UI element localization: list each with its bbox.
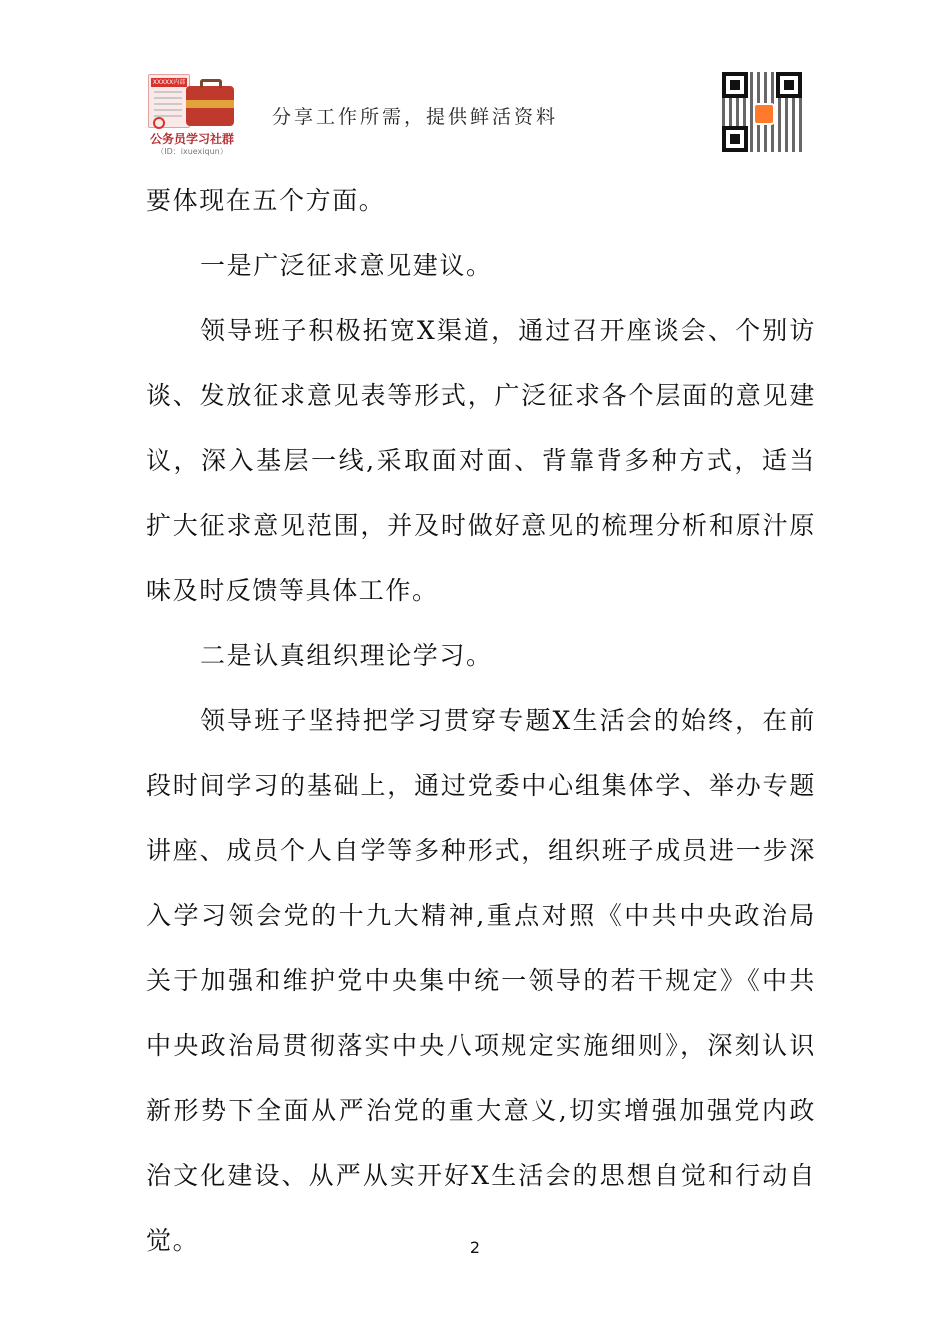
document-lines bbox=[154, 91, 182, 117]
logo-badge: XXXXX内部 bbox=[152, 79, 186, 86]
document-body bbox=[146, 168, 816, 1273]
qr-code-icon bbox=[722, 72, 802, 152]
qr-center-logo-icon bbox=[753, 103, 775, 125]
paragraph-point-two: 领导班子坚持把学习贯穿专题X生活会的始终，在前段时间学习的基础上，通过党委中心组集体学、举办专题讲座、成员个人自学等多种形式，组织班子成员进一步深入学习领会党的十九大精神,重点对照《中共中央政治局关于加强和维护党中央集中统一领导的若干规定》《中共中央政治局贯彻落实中央八项规定实施细则》，深刻认识新形势下全面从严治党的重大意义,切实增强加强党内政治文化建设、从严从实开好X生活会的思想自觉和行动自觉。 bbox=[146, 706, 816, 1255]
briefcase-band bbox=[186, 100, 234, 108]
header-slogan: 分享工作所需，提供鲜活资料 bbox=[272, 106, 559, 128]
qr-finder-bottom-left bbox=[722, 126, 748, 152]
briefcase-icon bbox=[186, 86, 234, 126]
paragraph-point-one: 领导班子积极拓宽Ⅹ渠道，通过召开座谈会、个别访谈、发放征求意见表等形式，广泛征求各个层面的意见建议，深入基层一线,采取面对面、背靠背多种方式，适当扩大征求意见范围，并及时做好意见的梳理分析和原汁原味及时反馈等具体工作。 bbox=[146, 316, 816, 605]
community-logo bbox=[142, 72, 242, 158]
page-number: 2 bbox=[469, 1238, 481, 1257]
seal-icon bbox=[153, 117, 165, 129]
heading-point-one: 一是广泛征求意见建议。 bbox=[200, 251, 493, 280]
logo-subtitle: （ID：ixuexiqun） bbox=[156, 147, 228, 156]
logo-title: 公务员学习社群 bbox=[149, 132, 234, 146]
qr-finder-top-left bbox=[722, 72, 748, 98]
heading-point-two: 二是认真组织理论学习。 bbox=[200, 641, 493, 670]
paragraph-intro: 要体现在五个方面。 bbox=[146, 186, 386, 215]
qr-finder-top-right bbox=[776, 72, 802, 98]
page-header bbox=[0, 0, 950, 162]
document-icon bbox=[148, 74, 190, 128]
briefcase-handle bbox=[200, 79, 222, 88]
